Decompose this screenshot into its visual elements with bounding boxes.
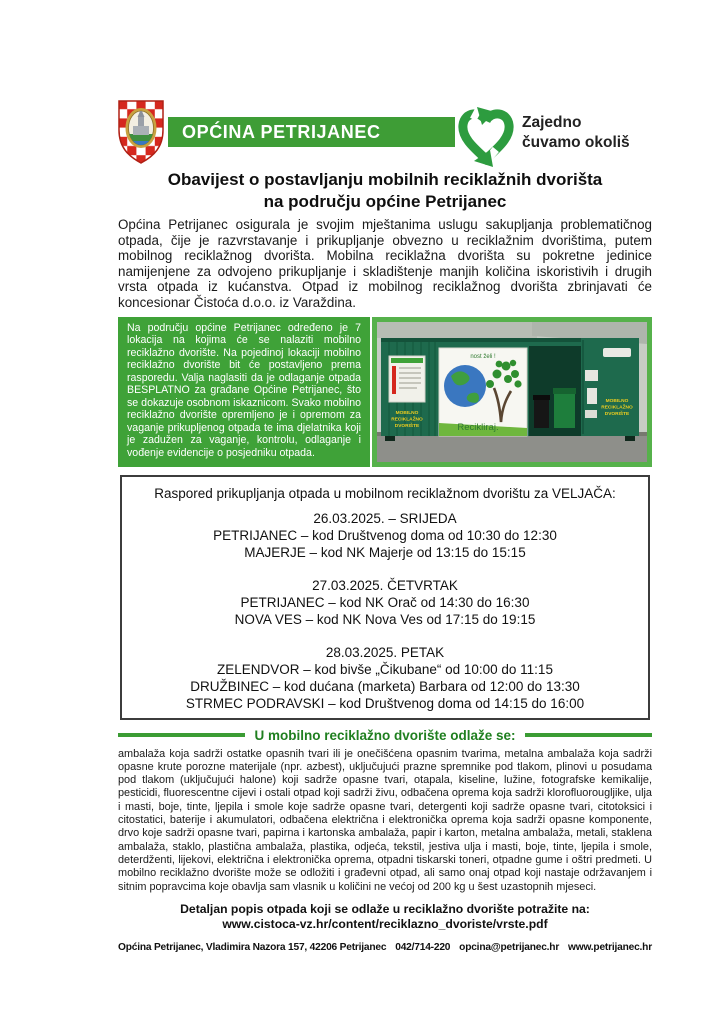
schedule-date: 26.03.2025. – SRIJEDA (313, 510, 457, 526)
disposal-paragraph: ambalaža koja sadrži ostatke opasnih tvari ili je onečišćena opasnim tvarima, metalna ambalaža koja sadrži opasne krute porozne materijale (npr. azbest), uključujući prazne spremnike pod tlakom, plinovi u posudama pod tlakom (uključujući halone) koji sadrže opasne tvari, otapala, kiseline, lužine, fotografske kemikalije, pesticidi, fluorescentne cijevi i ostali otpad koji sadrži živu, odbačena oprema koja sadrži klorofluorougljike, ulja i masti, boje, tinte, ljepila i smole koje sadrže opasne tvari, detergenti koji sadrže opasne tvari, citotoksici i citostatici, baterije i akumulatori, odbačena električna i elektronička oprema koja sadrži opasne komponente, drvo koje sadrži opasne tvari, papirna i kartonska ambalaža, papir i karton, metalna ambalaža, metali, staklena ambalaža, staklo, plastična ambalaža, plastika, odjeća, tekstil, jestiva ulja i masti, boje, tinte, ljepila i smole, deterdženti, lijekovi, električna i elektronička oprema, otpadni tiskarski toneri, otpadne gume i oštri predmeti. U mobilno reciklažno dvorište može se odložiti i građevni otpad, ali samo onaj otpad koji nastaje održavanjem i sitnim popravcima koje obavlja sam vlasnik u količini ne većoj od 200 kg u šest uzastopnih mjeseci. (118, 747, 652, 893)
container-label-left-line1: MOBILNO (395, 410, 419, 416)
schedule-entry: DRUŽBINEC – kod dućana (marketa) Barbara od 12:00 do 13:30 (190, 678, 580, 694)
disposal-heading: U mobilno reciklažno dvorište odlaže se: (254, 727, 516, 743)
details-link-label: Detaljan popis otpada koji se odlaže u reciklažno dvorište potražite na: (180, 901, 590, 916)
schedule-day-3 (126, 644, 644, 712)
schedule-entry: STRMEC PODRAVSKI – kod Društvenog doma od 14:15 do 16:00 (185, 695, 585, 711)
schedule-entry: PETRIJANEC – kod NK Orač od 14:30 do 16:30 (240, 594, 530, 610)
schedule-entry: NOVA VES – kod NK Nova Ves od 17:15 do 19:15 (234, 611, 536, 627)
schedule-entry: MAJERJE – kod NK Majerje od 13:15 do 15:15 (244, 544, 526, 560)
page-title-line2: na području općine Petrijanec (263, 191, 507, 211)
poster-top-text: nost želi ! (470, 353, 496, 360)
footer-phone: 042/714-220 (395, 941, 451, 953)
schedule-day-1 (126, 510, 644, 561)
divider-line-left (118, 733, 245, 737)
schedule-date: 27.03.2025. ČETVRTAK (312, 577, 458, 593)
page-title (118, 169, 652, 212)
document-body (118, 100, 652, 953)
footer-website: www.petrijanec.hr (568, 941, 652, 953)
info-photo-row (118, 317, 652, 467)
schedule-entry: ZELENDVOR – kod bivše „Čikubane“ od 10:00 do 11:15 (217, 661, 553, 677)
mobile-recycling-container-photo (372, 317, 652, 467)
schedule-entry: PETRIJANEC – kod Društvenog doma od 10:30 do 12:30 (213, 527, 557, 543)
footer (118, 942, 652, 953)
eco-slogan-line1: Zajedno (522, 114, 582, 131)
schedule-title: Raspored prikupljanja otpada u mobilnom reciklažnom dvorištu za VELJAČA: (154, 485, 616, 501)
page-title-line1: Obavijest o postavljanju mobilnih reciklažnih dvorišta (167, 170, 603, 189)
details-link-block (118, 902, 652, 933)
recycling-heart-icon (457, 106, 515, 167)
container-label-left-line2: RECIKLAŽNO (391, 417, 423, 423)
details-link-url: www.cistoca-vz.hr/content/reciklazno_dvoriste/vrste.pdf (222, 917, 548, 932)
green-info-box: Na području općine Petrijanec određeno je 7 lokacija na kojima će se nalaziti mobilno reciklažno dvorište. Na pojedinoj lokaciji mobilno reciklažno dvorište bit će postavljeno prema rasporedu. Valja naglasiti da je odlaganje otpada BESPLATNO za građane Općine Petrijanec, što se dokazuje osobnom iskaznicom. Svako mobilno reciklažno dvorište opremljeno je i opremom za vaganje prikupljenog otpada te ima djelatnika koji je zadužen za vaganje, kontrolu, odlaganje i vođenje evidencije o posjedniku otpada. (118, 317, 370, 467)
eco-slogan-line2: čuvamo okoliš (522, 133, 630, 151)
municipality-banner: OPĆINA PETRIJANEC (168, 117, 455, 147)
container-label-right-line3: DVORIŠTE (604, 411, 630, 417)
schedule-day-2 (126, 577, 644, 628)
container-photo-illustration (377, 322, 647, 462)
header (118, 100, 652, 167)
eco-slogan (522, 113, 630, 152)
container-label-right-line1: MOBILNO (605, 398, 629, 404)
container-label-right-line2: RECIKLAŽNO (601, 405, 633, 411)
schedule-date: 28.03.2025. PETAK (325, 644, 445, 660)
divider-line-right (525, 733, 652, 737)
schedule-box (120, 475, 650, 720)
municipal-coat-of-arms-icon (118, 100, 164, 164)
intro-paragraph: Općina Petrijanec osigurala je svojim mještanima uslugu sakupljanja problematičnog otpada, čije je razvrstavanje i prikupljanje obvezno u reciklažnim dvorištima, putem mobilnog reciklažnog dvorišta. Mobilna reciklažna dvorišta su pokretne jedinice namijenjene za odvojeno prikupljanje i skladištenje manjih količina iskoristivih i drugih vrsta otpada iz kućanstva. Otpad iz mobilnog reciklažnog dvorišta zbrinjavati će koncesionar Čistoća d.o.o. iz Varaždina. (118, 217, 652, 310)
poster-title-text: Recikliraj. (457, 421, 499, 433)
container-label-left-line3: DVORIŠTE (394, 423, 420, 429)
disposal-heading-divider (118, 728, 652, 743)
footer-address: Općina Petrijanec, Vladimira Nazora 157, 42206 Petrijanec (118, 941, 387, 953)
footer-email: opcina@petrijanec.hr (459, 941, 560, 953)
